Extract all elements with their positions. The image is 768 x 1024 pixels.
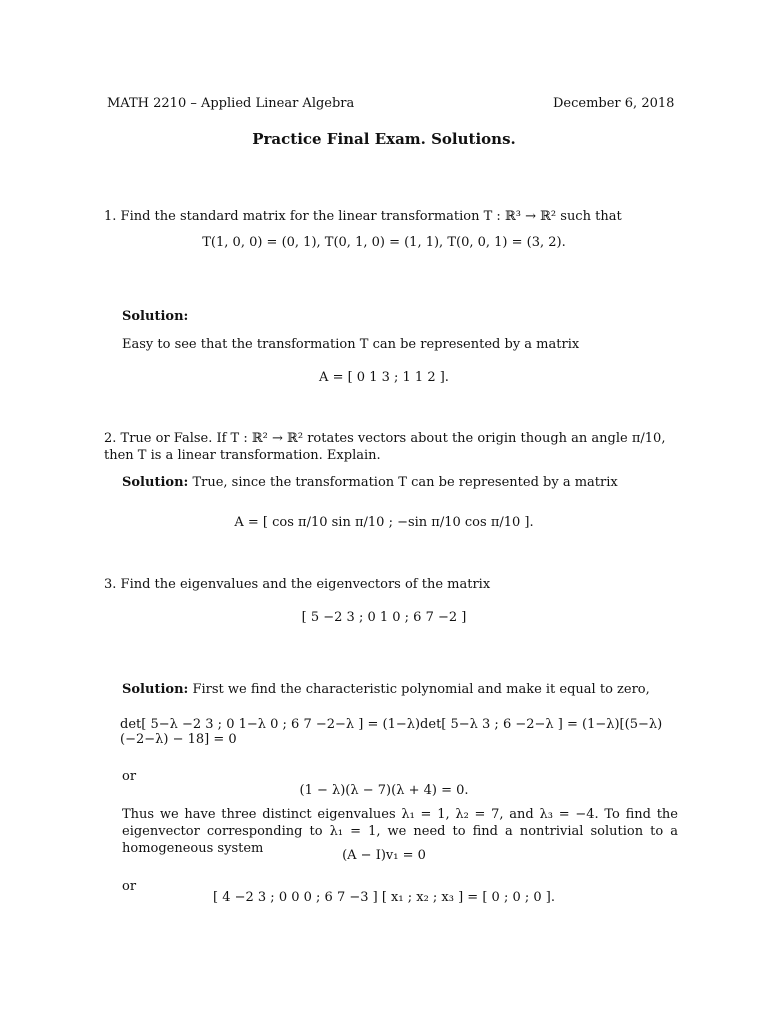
- or-label-2: or: [122, 879, 137, 894]
- problem-1-text: [104, 208, 622, 225]
- problem-3-text: [104, 576, 490, 593]
- solution-3-label: Solution:: [122, 682, 189, 697]
- solution-3-body: First we find the characteristic polynomial and make it equal to zero,: [192, 682, 650, 697]
- problem-3-matrix: [ 5 −2 3 ; 0 1 0 ; 6 7 −2 ]: [301, 610, 467, 625]
- exam-date: December 6, 2018: [553, 96, 675, 111]
- solution-2-body: True, since the transformation T can be represented by a matrix: [192, 475, 618, 490]
- factored-polynomial: (1 − λ)(λ − 7)(λ + 4) = 0.: [299, 783, 469, 798]
- solution-2-label: Solution:: [122, 475, 189, 490]
- characteristic-polynomial: det[ 5−λ −2 3 ; 0 1−λ 0 ; 6 7 −2−λ ] = (1−λ)det[ 5−λ 3 ; 6 −2−λ ] = (1−λ)[(5−λ)(−2−λ) − 18] = 0: [120, 717, 663, 747]
- course-title: MATH 2210 – Applied Linear Algebra: [107, 96, 355, 111]
- problem-3-number: 3.: [104, 577, 117, 592]
- or-label-1: or: [122, 769, 137, 784]
- homogeneous-system: (A − I)v₁ = 0: [342, 848, 426, 863]
- problem-1-number: 1.: [104, 209, 117, 224]
- problem-2-number: 2.: [104, 431, 117, 446]
- problem-2-text: [104, 430, 674, 464]
- problem-2-statement: True or False. If T : ℝ² → ℝ² rotates vectors about the origin though an angle π/10, then T is a linear transformation. Explain.: [104, 431, 666, 463]
- problem-3-statement: Find the eigenvalues and the eigenvectors of the matrix: [120, 577, 491, 592]
- solution-2-matrix: A = [ cos π/10 sin π/10 ; −sin π/10 cos π/10 ].: [234, 515, 534, 530]
- solution-3-intro: [122, 681, 650, 698]
- solution-1-text: Easy to see that the transformation T can be represented by a matrix: [122, 337, 580, 352]
- system-matrix-equation: [ 4 −2 3 ; 0 0 0 ; 6 7 −3 ] [ x₁ ; x₂ ; x₃ ] = [ 0 ; 0 ; 0 ].: [213, 890, 555, 905]
- solution-1-matrix: A = [ 0 1 3 ; 1 1 2 ].: [319, 370, 449, 385]
- solution-2-text: [122, 474, 618, 491]
- problem-1-statement: Find the standard matrix for the linear transformation T : ℝ³ → ℝ² such that: [120, 209, 622, 224]
- solution-3-eigen-text: Thus we have three distinct eigenvalues λ₁ = 1, λ₂ = 7, and λ₃ = −4. To find the eigenvector corresponding to λ₁ = 1, we need to find a nontrivial solution to a homogeneous system: [122, 807, 678, 856]
- solution-1-label: Solution:: [122, 309, 189, 324]
- problem-1-mapping: T(1, 0, 0) = (0, 1), T(0, 1, 0) = (1, 1), T(0, 0, 1) = (3, 2).: [202, 235, 566, 250]
- page-title: Practice Final Exam. Solutions.: [252, 130, 516, 148]
